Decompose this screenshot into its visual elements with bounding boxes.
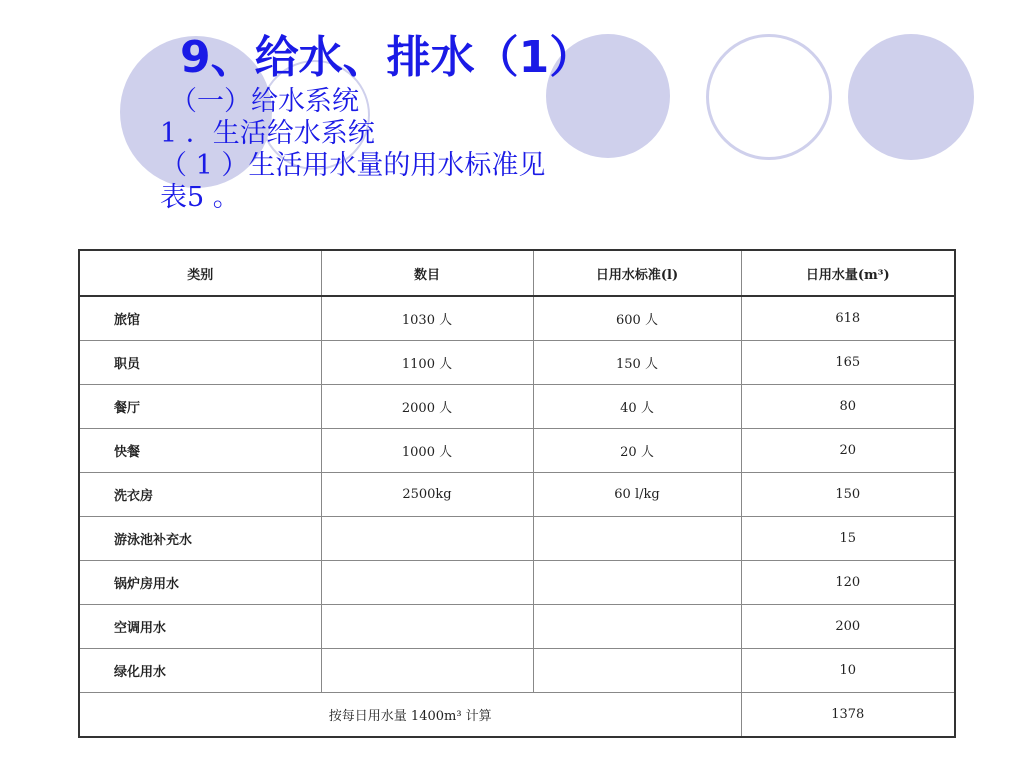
decor-circle-filled bbox=[848, 34, 974, 160]
table-row bbox=[79, 561, 955, 605]
cell-count: 1000 人 bbox=[321, 429, 533, 473]
table-row bbox=[79, 473, 955, 517]
header-category: 类别 bbox=[79, 250, 321, 296]
table-row bbox=[79, 341, 955, 385]
table-row bbox=[79, 605, 955, 649]
cell-standard: 20 人 bbox=[533, 429, 741, 473]
total-label: 按每日用水量 1400m³ 计算 bbox=[79, 693, 741, 738]
cell-count: 1030 人 bbox=[321, 296, 533, 341]
body-line: 1 ．生活给水系统 bbox=[160, 118, 375, 149]
cell-category: 餐厅 bbox=[79, 385, 321, 429]
cell-category: 旅馆 bbox=[79, 296, 321, 341]
cell-volume: 10 bbox=[741, 649, 955, 693]
cell-volume: 200 bbox=[741, 605, 955, 649]
cell-standard bbox=[533, 649, 741, 693]
cell-category: 职员 bbox=[79, 341, 321, 385]
table-header-row bbox=[79, 250, 955, 296]
cell-standard bbox=[533, 517, 741, 561]
cell-volume: 15 bbox=[741, 517, 955, 561]
cell-volume: 165 bbox=[741, 341, 955, 385]
slide-body bbox=[160, 86, 545, 214]
cell-standard: 60 l/kg bbox=[533, 473, 741, 517]
cell-count: 1100 人 bbox=[321, 341, 533, 385]
cell-count bbox=[321, 649, 533, 693]
cell-volume: 618 bbox=[741, 296, 955, 341]
decor-circle-outline bbox=[706, 34, 832, 160]
header-daily-volume: 日用水量(m³) bbox=[741, 250, 955, 296]
cell-volume: 20 bbox=[741, 429, 955, 473]
table-row bbox=[79, 517, 955, 561]
total-value: 1378 bbox=[741, 693, 955, 738]
water-usage-table bbox=[78, 249, 956, 738]
table-row bbox=[79, 385, 955, 429]
cell-standard bbox=[533, 605, 741, 649]
table-row bbox=[79, 649, 955, 693]
cell-standard bbox=[533, 561, 741, 605]
cell-standard: 40 人 bbox=[533, 385, 741, 429]
cell-category: 空调用水 bbox=[79, 605, 321, 649]
cell-count bbox=[321, 605, 533, 649]
cell-standard: 600 人 bbox=[533, 296, 741, 341]
cell-category: 游泳池补充水 bbox=[79, 517, 321, 561]
table-row bbox=[79, 429, 955, 473]
cell-count: 2000 人 bbox=[321, 385, 533, 429]
cell-count bbox=[321, 561, 533, 605]
cell-category: 洗衣房 bbox=[79, 473, 321, 517]
cell-category: 绿化用水 bbox=[79, 649, 321, 693]
body-line: （ 1 ）生活用水量的用水标准见 bbox=[160, 150, 546, 181]
cell-count: 2500kg bbox=[321, 473, 533, 517]
body-line: （一）给水系统 bbox=[170, 86, 359, 117]
slide-title: 9、给水、排水（1） bbox=[180, 32, 594, 83]
cell-standard: 150 人 bbox=[533, 341, 741, 385]
cell-volume: 120 bbox=[741, 561, 955, 605]
table-row bbox=[79, 296, 955, 341]
cell-volume: 150 bbox=[741, 473, 955, 517]
header-daily-standard: 日用水标准(l) bbox=[533, 250, 741, 296]
cell-count bbox=[321, 517, 533, 561]
cell-category: 锅炉房用水 bbox=[79, 561, 321, 605]
body-line: 表5 。 bbox=[160, 182, 240, 213]
cell-volume: 80 bbox=[741, 385, 955, 429]
table-total-row bbox=[79, 693, 955, 738]
cell-category: 快餐 bbox=[79, 429, 321, 473]
header-count: 数目 bbox=[321, 250, 533, 296]
